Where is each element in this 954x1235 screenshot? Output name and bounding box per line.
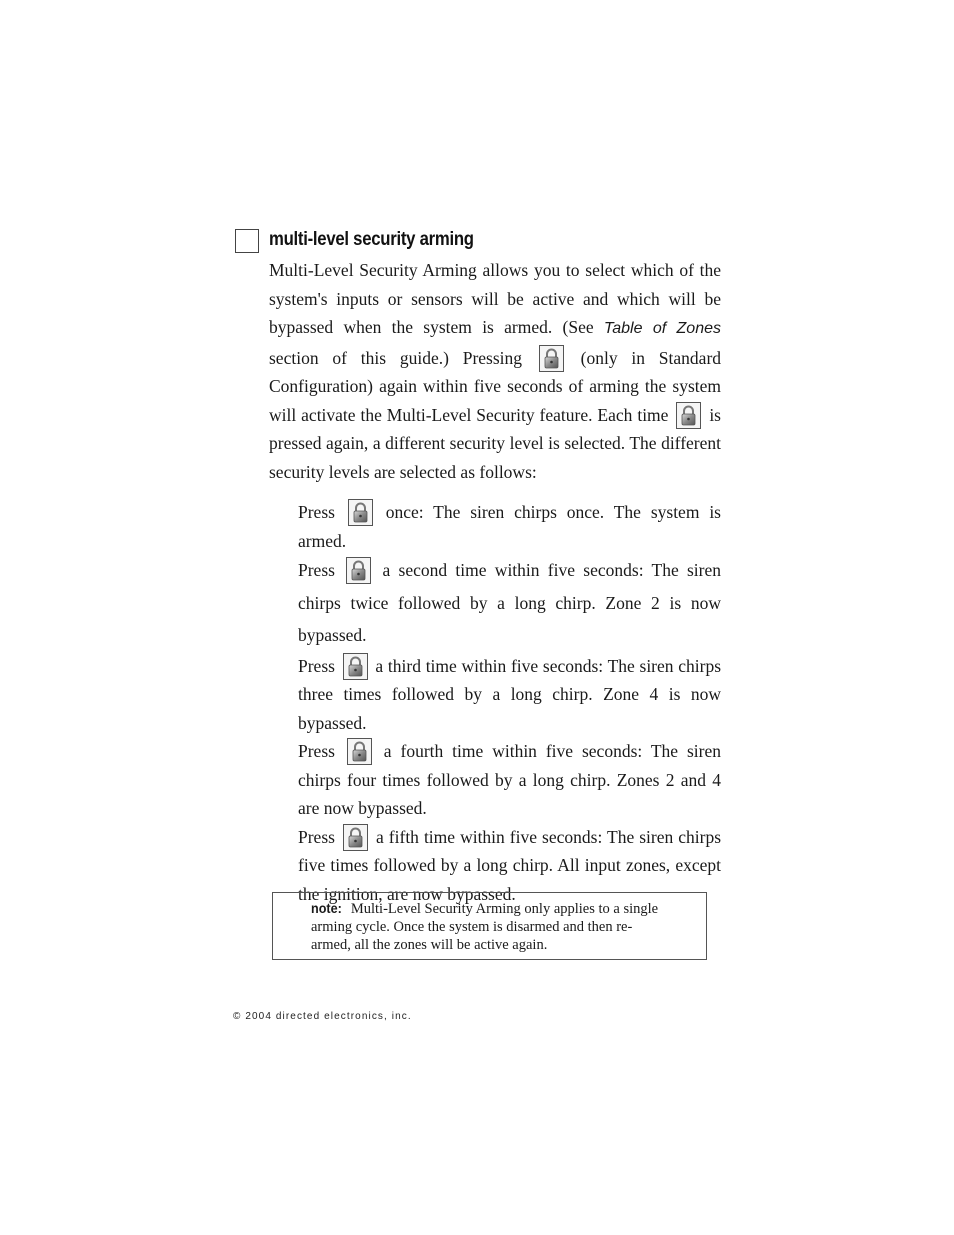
step-text: a second time within five seconds: The siren chirps twice followed by a long chirp. Zone 2 is now bypassed. — [298, 560, 722, 645]
step-prefix: Press — [298, 741, 335, 761]
step-text: a third time within five seconds: The siren chirps three times followed by a long chirp. Zone 4 is now bypassed. — [298, 655, 722, 733]
step-item — [298, 652, 721, 738]
lock-button-icon — [343, 653, 368, 680]
security-level-steps — [298, 498, 721, 908]
intro-text-4: is pressed again, a different security level is selected. The different security levels are selected as follows: — [269, 404, 721, 482]
step-item — [298, 554, 721, 652]
step-prefix: Press — [298, 502, 335, 522]
intro-text-3: (only in Standard Configuration) again within five seconds of arming the system will activate the Multi-Level Security feature. Each time — [269, 347, 722, 425]
note-label: note: — [311, 900, 342, 916]
copyright-footer: © 2004 directed electronics, inc. — [233, 1011, 412, 1022]
lock-button-icon — [347, 738, 372, 765]
intro-paragraph — [269, 256, 721, 486]
step-prefix: Press — [298, 655, 335, 676]
note-text: Multi-Level Security Arming only applies to a single arming cycle. Once the system is disarmed and then re-armed, all the zones will be active again. — [311, 901, 659, 953]
lock-button-icon — [343, 824, 368, 851]
lock-button-icon — [539, 345, 564, 372]
step-prefix: Press — [298, 560, 335, 580]
table-of-zones-reference: Table of Zones — [603, 320, 721, 337]
section-checkbox — [235, 229, 259, 253]
step-text: once: The siren chirps once. The system is armed. — [298, 502, 721, 551]
step-prefix: Press — [298, 826, 335, 847]
step-text: a fourth time within five seconds: The siren chirps four times followed by a long chirp. Zones 2 and 4 are now bypassed. — [298, 741, 721, 818]
section-heading: multi-level security arming — [269, 229, 474, 250]
lock-button-icon — [346, 557, 371, 584]
step-item — [298, 737, 721, 823]
lock-button-icon — [348, 499, 373, 526]
intro-text-2: section of this guide.) Pressing — [269, 347, 523, 368]
lock-button-icon — [676, 402, 701, 429]
note-box — [272, 892, 707, 960]
step-text: a fifth time within five seconds: The siren chirps five times followed by a long chirp. All input zones, except the ignition, are now bypassed. — [298, 826, 722, 904]
note-content — [311, 899, 671, 954]
step-item — [298, 498, 721, 555]
intro-text-1: Multi-Level Security Arming allows you to select which of the system's inputs or sensors will be active and which will be bypassed when the system is armed. (See — [269, 260, 721, 337]
